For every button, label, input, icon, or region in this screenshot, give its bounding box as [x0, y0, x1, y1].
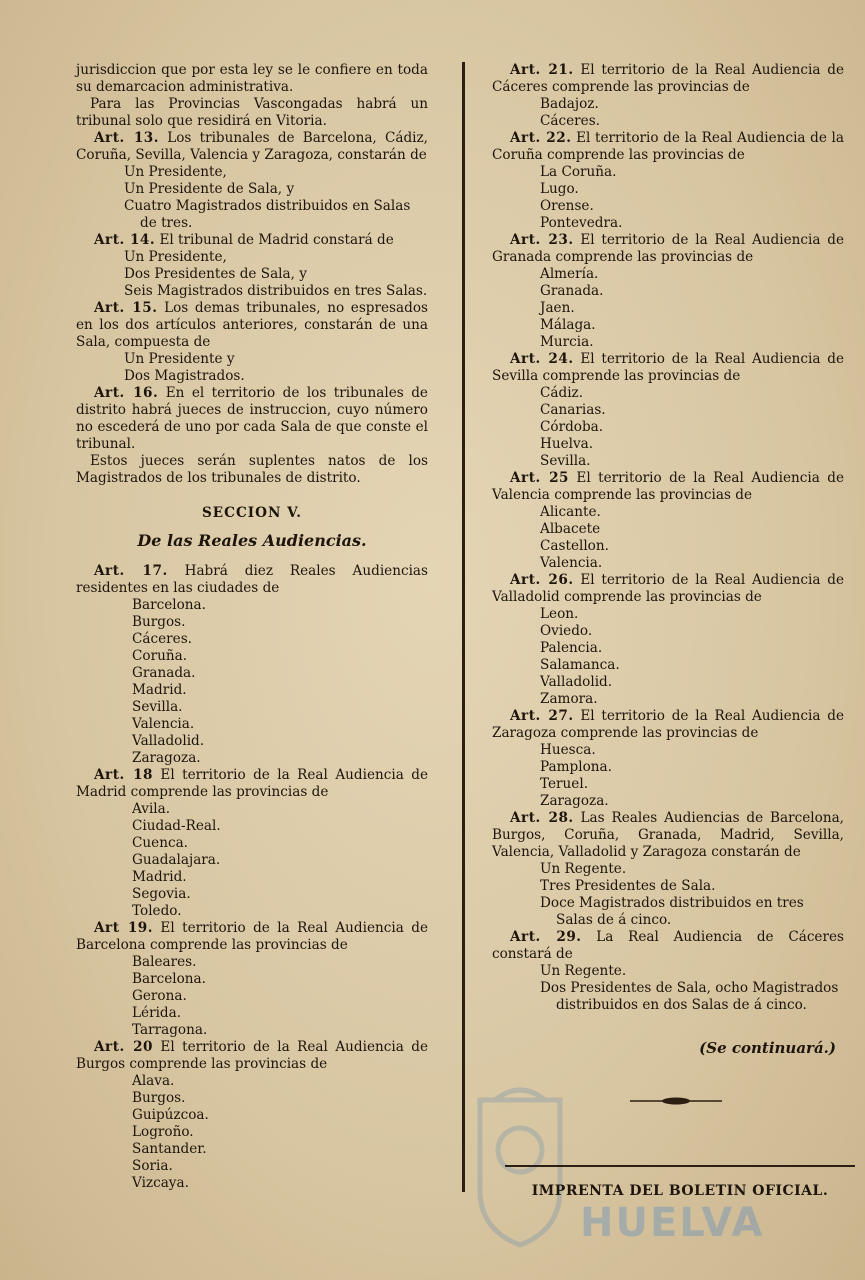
- article-text: La Real Audiencia de Cáceres constará de: [492, 929, 845, 962]
- article-label: Art. 17.: [94, 563, 168, 579]
- article-text: El territorio de la Real Audiencia de Burgos comprende las provincias de: [76, 1039, 428, 1072]
- article-label: Art 19.: [94, 920, 153, 936]
- list-item: Avila.: [132, 801, 171, 817]
- article-text: Las Reales Audiencias de Barcelona, Burgos, Coruña, Granada, Madrid, Sevilla, Valencia, Valladolid y Zaragoza constarán de: [492, 810, 845, 860]
- article-text: El territorio de la Real Audiencia de Granada comprende las provincias de: [492, 232, 844, 265]
- article-17: [76, 563, 428, 597]
- article-26-list: [492, 606, 844, 708]
- list-item: Zaragoza.: [540, 793, 609, 809]
- article-label: Art. 29.: [510, 929, 582, 945]
- list-item: Baleares.: [132, 954, 197, 970]
- paragraph: Estos jueces serán suplentes natos de los Magistrados de los tribunales de distrito.: [76, 453, 428, 486]
- list-item: Lugo.: [540, 181, 579, 197]
- list-item: Zaragoza.: [132, 750, 201, 766]
- list-item: Doce Magistrados distribuidos en tres Salas de á cinco.: [540, 895, 804, 928]
- article-label: Art. 24.: [510, 351, 574, 367]
- list-item: Granada.: [132, 665, 196, 681]
- list-item: Un Regente.: [540, 963, 627, 979]
- list-item: Vizcaya.: [132, 1175, 189, 1191]
- list-item: Sevilla.: [132, 699, 183, 715]
- list-item: Orense.: [540, 198, 594, 214]
- list-item: Guipúzcoa.: [132, 1107, 209, 1123]
- list-item: Segovia.: [132, 886, 191, 902]
- article-text: El territorio de la Real Audiencia de Sevilla comprende las provincias de: [492, 351, 844, 384]
- list-item: Burgos.: [132, 1090, 186, 1106]
- footer-rule: [505, 1165, 855, 1167]
- article-22-list: [492, 164, 844, 232]
- list-item: Un Presidente y: [124, 351, 235, 367]
- list-item: Logroño.: [132, 1124, 194, 1140]
- paragraph: jurisdiccion que por esta ley se le confiere en toda su demarcacion administrativa.: [76, 62, 428, 95]
- article-18-list: [76, 801, 428, 920]
- list-item: Alicante.: [540, 504, 601, 520]
- ornament-divider: [630, 1097, 722, 1105]
- article-23: [492, 232, 844, 266]
- printer-imprint: IMPRENTA DEL BOLETIN OFICIAL.: [531, 1183, 829, 1199]
- list-item: Dos Presidentes de Sala, ocho Magistrados distribuidos en dos Salas de á cinco.: [540, 980, 839, 1013]
- article-text: Los tribunales de Barcelona, Cádiz, Coruña, Sevilla, Valencia y Zaragoza, constarán de: [76, 130, 428, 163]
- article-text: El territorio de la Real Audiencia de Barcelona comprende las provincias de: [76, 920, 428, 953]
- article-20: [76, 1039, 428, 1073]
- list-item: Lérida.: [132, 1005, 182, 1021]
- article-22: [492, 130, 844, 164]
- list-item: Madrid.: [132, 869, 187, 885]
- subsection-heading: De las Reales Audiencias.: [137, 531, 367, 550]
- list-item: Seis Magistrados distribuidos en tres Salas.: [124, 283, 428, 299]
- article-text: Habrá diez Reales Audiencias residentes en las ciudades de: [76, 563, 429, 596]
- article-text: El tribunal de Madrid constará de: [159, 232, 394, 248]
- article-text: El territorio de la Real Audiencia de Madrid comprende las provincias de: [76, 767, 428, 800]
- list-item: Tres Presidentes de Sala.: [540, 878, 716, 894]
- list-item: Un Presidente de Sala, y: [124, 181, 295, 197]
- list-item: Dos Presidentes de Sala, y: [124, 266, 307, 282]
- list-item: Oviedo.: [540, 623, 593, 639]
- article-18: [76, 767, 428, 801]
- list-item: Pontevedra.: [540, 215, 623, 231]
- list-item: Canarias.: [540, 402, 606, 418]
- article-text: El territorio de la Real Audiencia de Zaragoza comprende las provincias de: [492, 708, 844, 741]
- column-divider: [462, 62, 465, 1192]
- list-item: Cáceres.: [540, 113, 601, 129]
- article-label: Art. 27.: [510, 708, 574, 724]
- list-item: Valladolid.: [540, 674, 613, 690]
- list-item: Pamplona.: [540, 759, 612, 775]
- article-27-list: [492, 742, 844, 810]
- list-item: Almería.: [540, 266, 599, 282]
- article-label: Art. 26.: [510, 572, 574, 588]
- article-label: Art. 25: [510, 470, 569, 486]
- article-21-list: [492, 96, 844, 130]
- article-25-list: [492, 504, 844, 572]
- section-heading: SECCION V.: [201, 505, 303, 521]
- article-29-list: [492, 963, 844, 1014]
- article-label: Art. 13.: [94, 130, 159, 146]
- list-item: Córdoba.: [540, 419, 604, 435]
- article-14-list: [76, 249, 428, 300]
- article-text: En el territorio de los tribunales de distrito habrá jueces de instruccion, cuyo número no escederá de uno por cada Sala de que conste el tribunal.: [76, 385, 428, 452]
- article-text: Los demas tribunales, no espresados en los dos artículos anteriores, constarán de una Sala, compuesta de: [76, 300, 428, 350]
- list-item: Ciudad-Real.: [132, 818, 221, 834]
- list-item: Un Regente.: [540, 861, 627, 877]
- article-label: Art. 16.: [94, 385, 159, 401]
- article-24-list: [492, 385, 844, 470]
- article-29: [492, 929, 844, 963]
- list-item: Málaga.: [540, 317, 596, 333]
- list-item: Alava.: [132, 1073, 175, 1089]
- article-label: Art. 28.: [510, 810, 574, 826]
- article-28-list: [492, 861, 844, 929]
- article-label: Art. 20: [94, 1039, 153, 1055]
- list-item: Zamora.: [540, 691, 598, 707]
- list-item: Albacete: [540, 521, 601, 537]
- list-item: Cuenca.: [132, 835, 188, 851]
- article-text: El territorio de la Real Audiencia de Valladolid comprende las provincias de: [492, 572, 844, 605]
- left-column: [76, 62, 428, 1192]
- article-19-list: [76, 954, 428, 1039]
- article-21: [492, 62, 844, 96]
- article-text: El territorio de la Real Audiencia de la Coruña comprende las provincias de: [492, 130, 845, 163]
- article-15-list: [76, 351, 428, 385]
- article-28: [492, 810, 844, 861]
- list-item: Un Presidente,: [124, 164, 227, 180]
- article-text: El territorio de la Real Audiencia de Valencia comprende las provincias de: [492, 470, 844, 503]
- list-item: Dos Magistrados.: [124, 368, 245, 384]
- article-23-list: [492, 266, 844, 351]
- list-item: Soria.: [132, 1158, 173, 1174]
- list-item: Cáceres.: [132, 631, 193, 647]
- list-item: Valladolid.: [132, 733, 205, 749]
- article-label: Art. 22.: [510, 130, 572, 146]
- list-item: Tarragona.: [132, 1022, 208, 1038]
- list-item: Gerona.: [132, 988, 187, 1004]
- list-item: Burgos.: [132, 614, 186, 630]
- article-17-list: [76, 597, 428, 767]
- list-item: Valencia.: [540, 555, 603, 571]
- article-label: Art. 14.: [94, 232, 156, 248]
- article-16: [76, 385, 428, 453]
- list-item: Palencia.: [540, 640, 603, 656]
- list-item: La Coruña.: [540, 164, 617, 180]
- list-item: Salamanca.: [540, 657, 620, 673]
- list-item: Murcia.: [540, 334, 594, 350]
- list-item: Coruña.: [132, 648, 188, 664]
- continued-note: (Se continuará.): [699, 1039, 836, 1057]
- article-25: [492, 470, 844, 504]
- article-20-list: [76, 1073, 428, 1192]
- list-item: Huelva.: [540, 436, 594, 452]
- article-27: [492, 708, 844, 742]
- article-label: Art. 15.: [94, 300, 158, 316]
- article-label: Art. 18: [94, 767, 153, 783]
- list-item: Un Presidente,: [124, 249, 227, 265]
- list-item: Madrid.: [132, 682, 187, 698]
- list-item: Jaen.: [540, 300, 575, 316]
- article-26: [492, 572, 844, 606]
- article-19: [76, 920, 428, 954]
- list-item: Sevilla.: [540, 453, 591, 469]
- watermark-text: HUELVA: [580, 1200, 765, 1246]
- list-item: Granada.: [540, 283, 604, 299]
- list-item: Teruel.: [540, 776, 589, 792]
- right-column: [492, 62, 844, 1057]
- list-item: Barcelona.: [132, 971, 206, 987]
- list-item: Castellon.: [540, 538, 609, 554]
- article-13-list: [76, 164, 428, 232]
- article-label: Art. 21.: [510, 62, 574, 78]
- list-item: Huesca.: [540, 742, 596, 758]
- list-item: Leon.: [540, 606, 579, 622]
- paragraph: Para las Provincias Vascongadas habrá un tribunal solo que residirá en Vitoria.: [76, 96, 428, 129]
- list-item: Toledo.: [132, 903, 182, 919]
- list-item: Santander.: [132, 1141, 207, 1157]
- list-item: Barcelona.: [132, 597, 206, 613]
- list-item: Badajoz.: [540, 96, 599, 112]
- article-24: [492, 351, 844, 385]
- list-item: Guadalajara.: [132, 852, 221, 868]
- list-item: Valencia.: [132, 716, 195, 732]
- article-text: El territorio de la Real Audiencia de Cáceres comprende las provincias de: [492, 62, 844, 95]
- list-item: Cádiz.: [540, 385, 584, 401]
- article-14: [76, 232, 428, 249]
- article-13: [76, 130, 428, 164]
- list-item: Cuatro Magistrados distribuidos en Salas de tres.: [124, 198, 411, 231]
- article-15: [76, 300, 428, 351]
- article-label: Art. 23.: [510, 232, 574, 248]
